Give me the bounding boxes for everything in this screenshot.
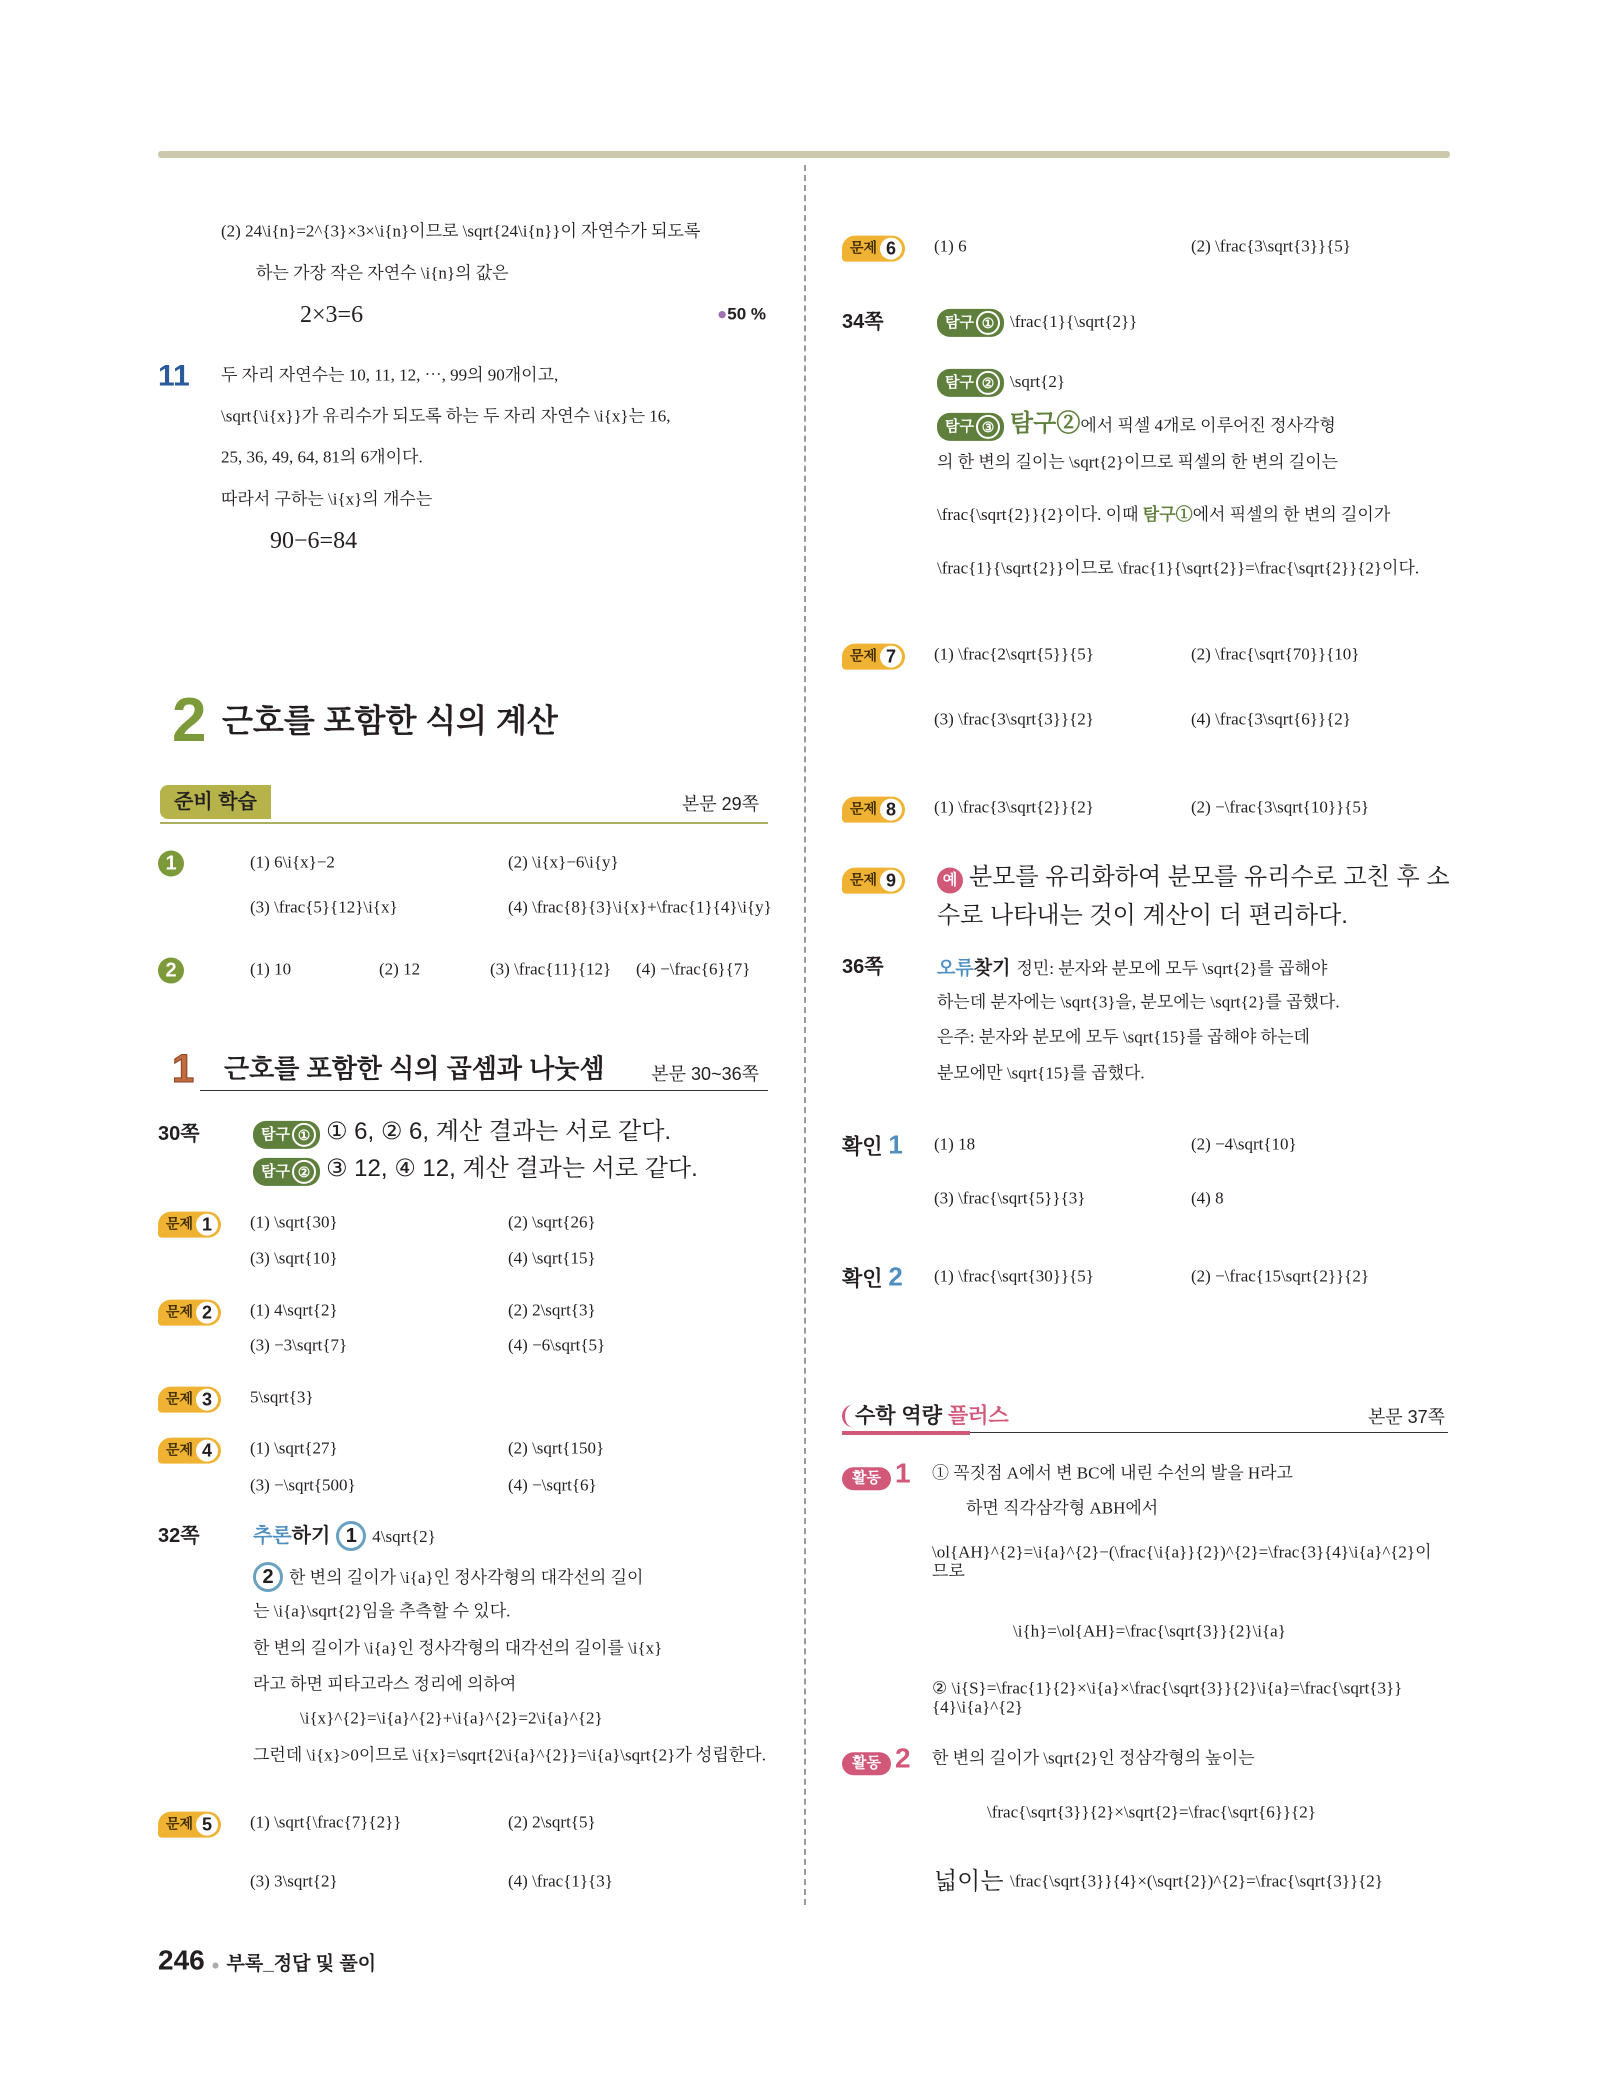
text: 한 변의 길이가 \i{a}인 정사각형의 대각선의 길이	[289, 1568, 644, 1587]
explore-3-line3	[937, 500, 1390, 526]
circle-number-icon: 2	[253, 1562, 283, 1592]
answer: \frac{1}{\sqrt{2}}	[1009, 311, 1138, 331]
circle-number-icon: 1	[336, 1521, 366, 1551]
check-1-label: 확인 1	[842, 1129, 903, 1160]
q11-line2: \sqrt{\i{x}}가 유리수가 되도록 하는 두 자리 자연수 \i{x}는 16,	[221, 406, 671, 426]
problem-5-badge: 문제 5	[158, 1809, 221, 1838]
activity-1-badge: 활동 1	[842, 1458, 911, 1490]
infer-label: 추론	[253, 1525, 292, 1547]
problem-4-badge: 문제 4	[158, 1435, 221, 1464]
section-number-icon: 1	[172, 1047, 195, 1091]
page-label: 30쪽	[158, 1123, 200, 1145]
problem-9-line1	[937, 865, 1450, 894]
answer: (2) 2\sqrt{3}	[508, 1300, 596, 1320]
page-number: 246	[158, 1944, 205, 1976]
activity-2-line2: \frac{\sqrt{3}}{2}×\sqrt{2}=\frac{\sqrt{6}}{2}	[987, 1802, 1316, 1822]
error-label: 오류	[937, 957, 974, 979]
explore-1: 탐구 ① \frac{1}{\sqrt{2}}	[937, 307, 1137, 337]
activity-1-line5: ② \i{S}=\frac{1}{2}×\i{a}×\frac{\sqrt{3}}{2}\i{a}=\frac{\sqrt{3}}{4}\i{a}^{2}	[932, 1678, 1403, 1716]
column-divider	[804, 165, 806, 1905]
q10-line1: (2) 24\i{n}=2^{3}×3×\i{n}이므로 \sqrt{24\i{n}}이 자연수가 되도록	[221, 221, 701, 241]
answer: (2) \i{x}−6\i{y}	[508, 852, 619, 872]
activity-1-line1: ① 꼭짓점 A에서 변 BC에 내린 수선의 발을 H라고	[932, 1463, 1293, 1483]
answer: (4) −6\sqrt{5}	[508, 1335, 606, 1355]
q11-line4: 따라서 구하는 \i{x}의 개수는	[221, 489, 433, 509]
explore-badge: 탐구 ①	[253, 1121, 320, 1149]
activity-1-line3: \ol{AH}^{2}=\i{a}^{2}−(\frac{\i{a}}{2})^{2}=\frac{3}{4}\i{a}^{2}이므로	[932, 1542, 1432, 1580]
answer: (4) −\frac{6}{7}	[636, 959, 751, 979]
check-2-label: 확인 2	[842, 1261, 903, 1292]
text: 에서 픽셀 4개로 이루어진 정사각형	[1080, 415, 1336, 435]
infer-line5: \i{x}^{2}=\i{a}^{2}+\i{a}^{2}=2\i{a}^{2}	[300, 1708, 603, 1728]
explore-3-line2: 의 한 변의 길이는 \sqrt{2}이므로 픽셀의 한 변의 길이는	[937, 452, 1339, 472]
page-label: 32쪽	[158, 1525, 200, 1547]
q10-line3: 2×3=6	[300, 301, 364, 328]
plus-ref: 본문 37쪽	[1367, 1407, 1445, 1428]
section-ref: 본문 30~36쪽	[651, 1064, 759, 1085]
q10-line2: 하는 가장 작은 자연수 \i{n}의 값은	[256, 263, 509, 283]
text: ① 6, ② 6, 계산 결과는 서로 같다.	[325, 1117, 672, 1145]
prep-rule	[160, 822, 768, 824]
problem-3-badge: 문제 3	[158, 1384, 221, 1413]
activity-1-line2: 하면 직각삼각형 ABH에서	[966, 1498, 1159, 1518]
infer-line4: 라고 하면 피타고라스 정리에 의하여	[253, 1674, 517, 1694]
answer: (2) 2\sqrt{5}	[508, 1812, 596, 1832]
answer: (1) \frac{\sqrt{30}}{5}	[934, 1266, 1094, 1286]
text: \frac{\sqrt{2}}{2}이다. 이때	[937, 504, 1143, 524]
footer	[158, 1946, 376, 1977]
circle-number-icon: 1	[158, 851, 184, 877]
error-line1	[937, 954, 1327, 980]
answer: (2) \frac{3\sqrt{3}}{5}	[1191, 236, 1351, 256]
problem-9-line2: 수로 나타내는 것이 계산이 더 편리하다.	[937, 901, 1348, 929]
activity-2-area-label: 넓이는	[934, 1867, 1004, 1895]
problem-2-badge: 문제 2	[158, 1297, 221, 1326]
answer: (1) 4\sqrt{2}	[250, 1300, 338, 1320]
prep-ref: 본문 29쪽	[681, 794, 759, 815]
infer-line3: 한 변의 길이가 \i{a}인 정사각형의 대각선의 길이를 \i{x}	[253, 1638, 663, 1658]
infer-line2: 는 \i{a}\sqrt{2}임을 추측할 수 있다.	[253, 1601, 511, 1621]
footer-text: 부록_정답 및 풀이	[226, 1953, 377, 1975]
answer: (3) \sqrt{10}	[250, 1248, 338, 1268]
circle-number-icon: 2	[158, 958, 184, 984]
answer: 4\sqrt{2}	[372, 1527, 436, 1546]
answer: (4) 8	[1191, 1188, 1224, 1208]
prep-tab: 준비 학습	[160, 785, 271, 819]
infer-line6: 그런데 \i{x}>0이므로 \i{x}=\sqrt{2\i{a}^{2}}=\i{a}\sqrt{2}가 성립한다.	[253, 1745, 766, 1765]
chapter-title: 근호를 포함한 식의 계산	[222, 702, 558, 739]
answer: (1) \frac{3\sqrt{2}}{2}	[934, 797, 1094, 817]
answer: (1) 18	[934, 1134, 976, 1154]
top-rule	[158, 151, 1450, 158]
answer: (3) \frac{11}{12}	[490, 959, 612, 979]
explore-3: 탐구 ③ 탐구②에서 픽셀 4개로 이루어진 정사각형	[937, 411, 1336, 441]
answer: (1) 6	[934, 236, 967, 256]
answer: (4) −\sqrt{6}	[508, 1475, 597, 1495]
problem-7-badge: 문제 7	[842, 641, 905, 670]
answer: (3) 3\sqrt{2}	[250, 1871, 338, 1891]
plus-rule-accent	[842, 1431, 970, 1435]
answer: (4) \sqrt{15}	[508, 1248, 596, 1268]
answer: (2) 12	[379, 959, 421, 979]
q11-line3: 25, 36, 49, 64, 81의 6개이다.	[221, 447, 423, 467]
answer: (2) \frac{\sqrt{70}}{10}	[1191, 644, 1360, 664]
dot-icon: ●	[211, 1956, 220, 1973]
answer: (3) \frac{5}{12}\i{x}	[250, 897, 398, 917]
infer-label: 하기	[291, 1525, 331, 1547]
answer: (2) \sqrt{150}	[508, 1438, 605, 1458]
q11-number: 11	[158, 359, 190, 393]
answer: \sqrt{2}	[1009, 371, 1066, 391]
problem-8-badge: 문제 8	[842, 794, 905, 823]
answer: (3) \frac{\sqrt{5}}{3}	[934, 1188, 1086, 1208]
answer: (1) 10	[250, 959, 292, 979]
example-icon: 예	[937, 868, 963, 894]
plus-title: 수학 역량 플러스	[842, 1404, 1009, 1427]
answer: (2) −\frac{3\sqrt{10}}{5}	[1191, 797, 1369, 817]
q11-line1: 두 자리 자연수는 10, 11, 12, ⋯, 99의 90개이고,	[221, 365, 559, 385]
answer: (1) \sqrt{27}	[250, 1438, 338, 1458]
text: 에서 픽셀의 한 변의 길이가	[1192, 504, 1391, 524]
answer: (3) \frac{3\sqrt{3}}{2}	[934, 709, 1094, 729]
section-title: 근호를 포함한 식의 곱셈과 나눗셈	[224, 1053, 605, 1084]
dot-icon: ●	[716, 304, 728, 324]
error-label: 찾기	[973, 957, 1011, 979]
answer: (1) \sqrt{\frac{7}{2}}	[250, 1812, 402, 1832]
text: ③ 12, ④ 12, 계산 결과는 서로 같다.	[325, 1154, 698, 1182]
answer: (2) −4\sqrt{10}	[1191, 1134, 1297, 1154]
answer: (1) 6\i{x}−2	[250, 852, 335, 872]
chapter-number: 2	[172, 685, 207, 755]
explore-3-line4: \frac{1}{\sqrt{2}}이므로 \frac{1}{\sqrt{2}}=\frac{\sqrt{2}}{2}이다.	[937, 558, 1420, 578]
answer: (4) \frac{1}{3}	[508, 1871, 613, 1891]
answer: 5\sqrt{3}	[250, 1387, 314, 1407]
answer: (1) \frac{2\sqrt{5}}{5}	[934, 644, 1094, 664]
text: 분모를 유리화하여 분모를 유리수로 고친 후 소	[969, 863, 1450, 891]
explore-ref: 탐구②	[1009, 409, 1081, 437]
explore-ref: 탐구①	[1142, 504, 1193, 524]
page-label: 34쪽	[842, 311, 884, 333]
text: 정민: 분자와 분모에 모두 \sqrt{2}를 곱해야	[1016, 958, 1328, 978]
infer-line1	[253, 1562, 643, 1592]
answer: (4) \frac{8}{3}\i{x}+\frac{1}{4}\i{y}	[508, 897, 772, 917]
page-label: 36쪽	[842, 956, 884, 978]
answer: (3) −\sqrt{500}	[250, 1475, 356, 1495]
answer: (2) \sqrt{26}	[508, 1212, 596, 1232]
problem-9-badge: 문제 9	[842, 865, 905, 894]
rate-value: 50 %	[727, 304, 766, 324]
error-line4: 분모에만 \sqrt{15}를 곱했다.	[937, 1063, 1145, 1083]
section-rule	[200, 1090, 768, 1091]
explore-2: 탐구 ② \sqrt{2}	[937, 367, 1065, 397]
explore-2	[253, 1156, 698, 1186]
error-line3: 은주: 분자와 분모에 모두 \sqrt{15}를 곱해야 하는데	[937, 1027, 1310, 1047]
answer: (4) \frac{3\sqrt{6}}{2}	[1191, 709, 1351, 729]
activity-2-line1: 한 변의 길이가 \sqrt{2}인 정삼각형의 높이는	[932, 1748, 1255, 1768]
error-line2: 하는데 분자에는 \sqrt{3}을, 분모에는 \sqrt{2}를 곱했다.	[937, 992, 1340, 1012]
q11-line5: 90−6=84	[270, 527, 358, 554]
explore-1	[253, 1119, 671, 1149]
activity-2-badge: 활동 2	[842, 1743, 911, 1775]
answer: (3) −3\sqrt{7}	[250, 1335, 348, 1355]
activity-2-line3: \frac{\sqrt{3}}{4}×(\sqrt{2})^{2}=\frac{\sqrt{3}}{2}	[1010, 1871, 1383, 1891]
activity-1-line4: \i{h}=\ol{AH}=\frac{\sqrt{3}}{2}\i{a}	[1013, 1621, 1286, 1641]
answer: (1) \sqrt{30}	[250, 1212, 338, 1232]
problem-1-badge: 문제 1	[158, 1209, 221, 1238]
prep-p1-marker	[158, 850, 184, 877]
correct-rate	[717, 306, 766, 325]
problem-6-badge: 문제 6	[842, 233, 905, 262]
answer: (2) −\frac{15\sqrt{2}}{2}	[1191, 1266, 1369, 1286]
prep-p2-marker	[158, 957, 184, 984]
infer-row	[253, 1521, 436, 1551]
explore-badge: 탐구 ②	[253, 1158, 320, 1186]
